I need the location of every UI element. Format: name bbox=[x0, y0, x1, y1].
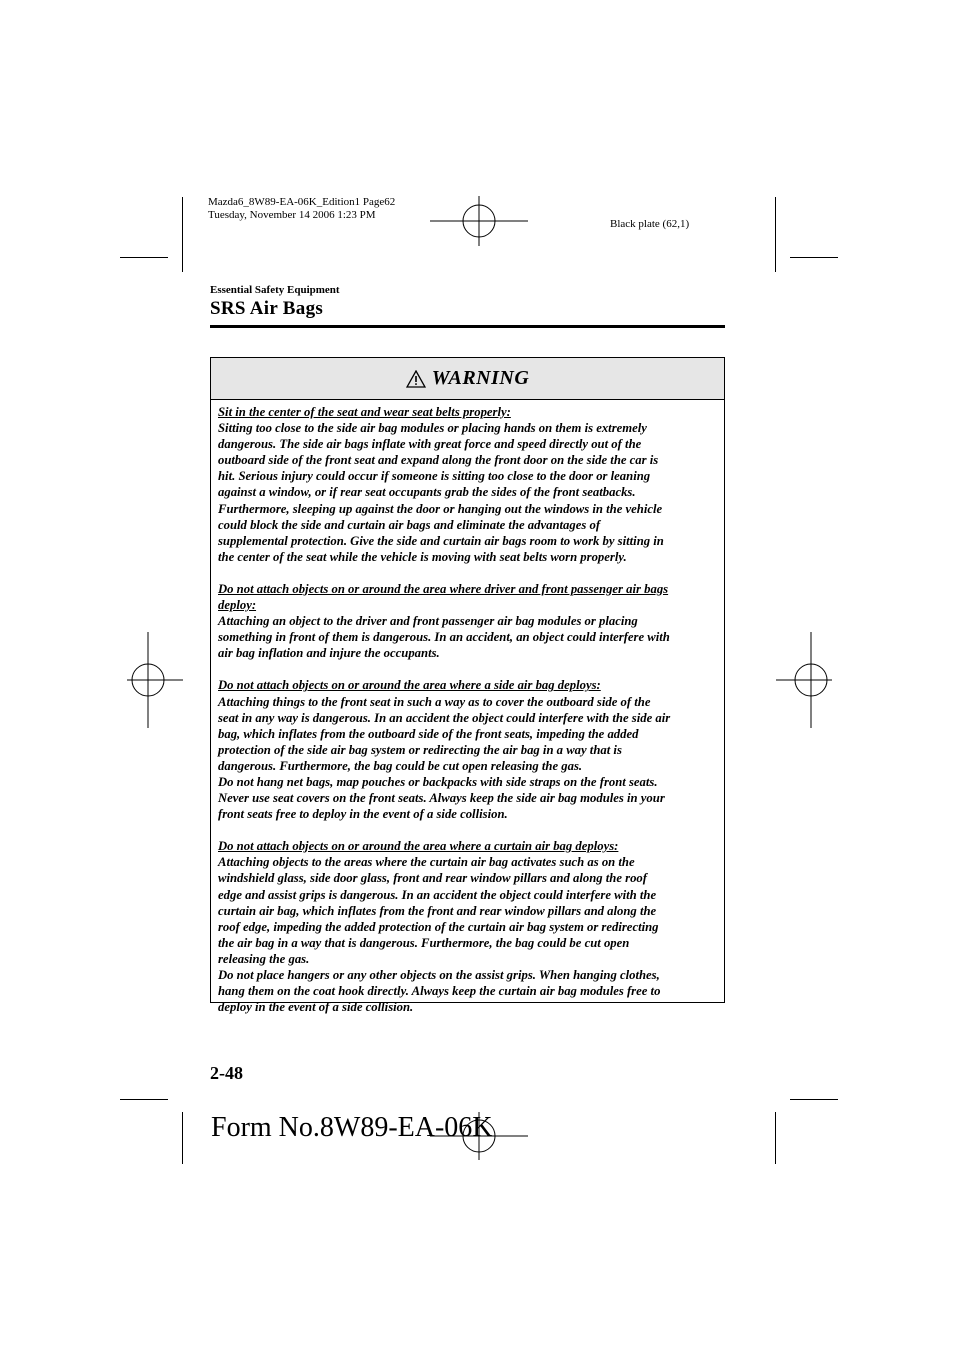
warning-line: Sitting too close to the side air bag modules or placing hands on them is extremely bbox=[218, 421, 647, 436]
warning-line: air bag inflation and injure the occupants. bbox=[218, 646, 440, 661]
title-rule bbox=[210, 325, 725, 328]
section-title: Essential Safety Equipment bbox=[210, 284, 340, 296]
crop-mark bbox=[790, 1099, 838, 1100]
warning-line: dangerous. Furthermore, the bag could be cut open releasing the gas. bbox=[218, 758, 583, 773]
warning-paragraph-heading: Do not attach objects on or around the area where a curtain air bag deploys: bbox=[218, 839, 619, 854]
warning-paragraph bbox=[218, 677, 717, 822]
warning-paragraph-heading: deploy: bbox=[218, 598, 257, 613]
crop-mark bbox=[182, 197, 183, 272]
warning-line: against a window, or if rear seat occupants grab the sides of the front seatbacks. bbox=[218, 485, 636, 500]
warning-triangle-icon bbox=[406, 370, 426, 388]
warning-line: Furthermore, sleeping up against the door or hanging out the windows in the vehicle bbox=[218, 501, 663, 516]
warning-line: hit. Serious injury could occur if someone is sitting too close to the door or leaning bbox=[218, 469, 651, 484]
page-number: 2-48 bbox=[210, 1063, 243, 1083]
crop-mark bbox=[775, 1112, 776, 1164]
warning-line: Attaching an object to the driver and front passenger air bag modules or placing bbox=[218, 614, 638, 629]
warning-line: seat in any way is dangerous. In an accident the object could interfere with the side air bbox=[218, 710, 671, 725]
registration-mark-top bbox=[430, 196, 528, 246]
registration-mark-right bbox=[776, 632, 832, 728]
warning-line: front seats free to deploy in the event of a side collision. bbox=[218, 807, 508, 822]
warning-line: outboard side of the front seat and expand along the front door on the side the car is bbox=[218, 453, 659, 468]
warning-box bbox=[210, 357, 725, 1015]
crop-mark bbox=[182, 1112, 183, 1164]
crop-mark bbox=[790, 257, 838, 258]
warning-line: hang them on the coat hook directly. Always keep the curtain air bag modules free to bbox=[218, 984, 661, 999]
warning-line: Attaching objects to the areas where the curtain air bag activates such as on the bbox=[218, 855, 635, 870]
warning-line: Do not place hangers or any other objects on the assist grips. When hanging clothes, bbox=[218, 968, 660, 982]
warning-line: Never use seat covers on the front seats. Always keep the side air bag modules in your bbox=[218, 791, 665, 806]
warning-line: curtain air bag, which inflates from the front and rear window pillars and along the bbox=[218, 903, 657, 918]
warning-line: supplemental protection. Give the side and curtain air bags room to work by sitting in bbox=[218, 533, 664, 548]
warning-paragraph bbox=[218, 838, 717, 1015]
warning-body bbox=[211, 400, 724, 1015]
warning-header bbox=[211, 358, 724, 400]
warning-line: deploy in the event of a side collision. bbox=[218, 1000, 414, 1015]
plate-label: Black plate (62,1) bbox=[610, 218, 690, 230]
crop-mark bbox=[775, 197, 776, 272]
warning-paragraph-heading: Do not attach objects on or around the area where driver and front passenger air bags bbox=[218, 581, 669, 596]
warning-line: dangerous. The side air bags inflate with great force and speed directly out of the bbox=[218, 437, 642, 452]
warning-line: Do not hang net bags, map pouches or backpacks with side straps on the front seats. bbox=[218, 774, 658, 789]
warning-line: something in front of them is dangerous. In an accident, an object could interfere with bbox=[218, 630, 670, 645]
warning-paragraph bbox=[218, 581, 717, 661]
warning-line: edge and assist grips is dangerous. In an accident the object could interfere with the bbox=[218, 887, 657, 902]
crop-mark bbox=[120, 1099, 168, 1100]
warning-line: could block the side and curtain air bags and eliminate the advantages of bbox=[218, 517, 601, 532]
warning-paragraph-heading: Sit in the center of the seat and wear seat belts properly: bbox=[218, 405, 511, 419]
form-number: Form No.8W89-EA-06K bbox=[211, 1112, 493, 1143]
warning-line: the center of the seat while the vehicle is moving with seat belts worn properly. bbox=[218, 549, 627, 564]
page-title: SRS Air Bags bbox=[210, 298, 324, 319]
print-info-line: Mazda6_8W89-EA-06K_Edition1 Page62 bbox=[208, 196, 396, 208]
warning-line: bag, which inflates from the outboard side of the front seats, impeding the added bbox=[218, 726, 639, 741]
warning-paragraph bbox=[218, 404, 717, 565]
registration-mark-left bbox=[127, 632, 183, 728]
warning-line: Attaching things to the front seat in such a way as to cover the outboard side of the bbox=[218, 694, 651, 709]
crop-mark bbox=[120, 257, 168, 258]
warning-line: the air bag in a way that is dangerous. Furthermore, the bag could be cut open bbox=[218, 935, 630, 950]
print-info bbox=[208, 196, 395, 222]
warning-line: roof edge, impeding the added protection of the curtain air bag system or redirecting bbox=[218, 919, 659, 934]
warning-title: WARNING bbox=[431, 367, 530, 389]
warning-line: protection of the side air bag system or redirecting the air bag in a way that is bbox=[218, 742, 622, 757]
warning-line: releasing the gas. bbox=[218, 951, 310, 966]
print-info-line: Tuesday, November 14 2006 1:23 PM bbox=[208, 209, 376, 221]
warning-line: windshield glass, side door glass, front and rear window pillars and along the roof bbox=[218, 871, 647, 886]
warning-paragraph-heading: Do not attach objects on or around the area where a side air bag deploys: bbox=[218, 678, 601, 693]
